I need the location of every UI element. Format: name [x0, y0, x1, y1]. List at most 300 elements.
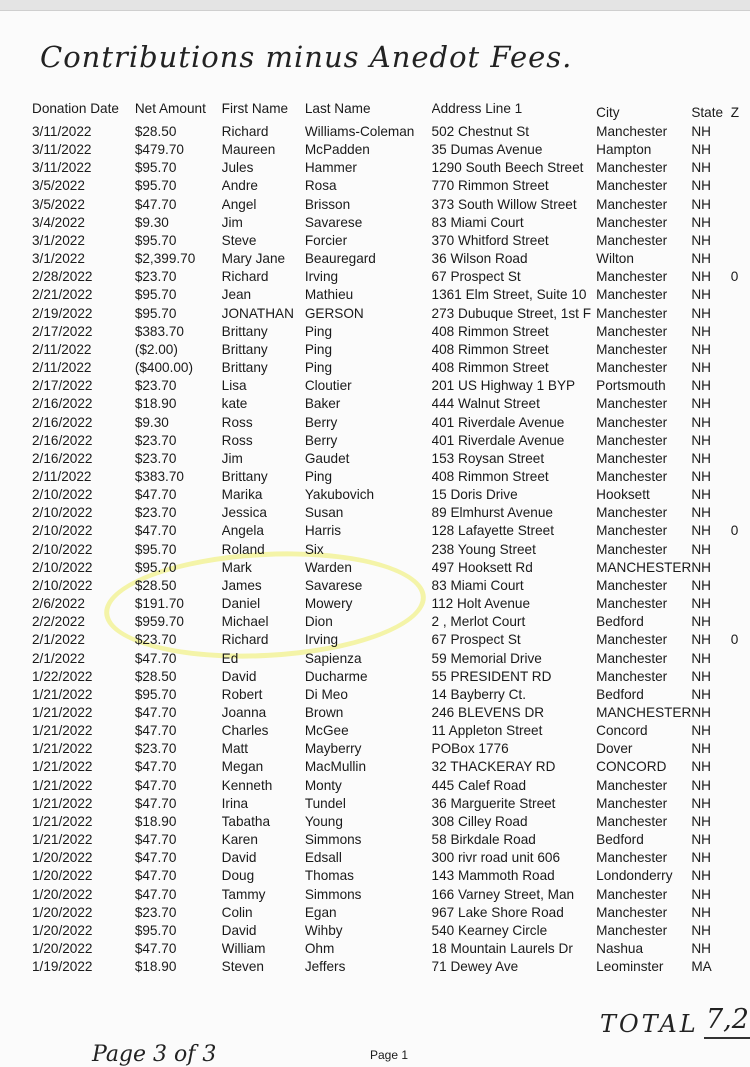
- date-cell: 1/22/2022: [32, 668, 93, 684]
- table-row: [32, 414, 750, 432]
- amount-cell: $191.70: [134, 596, 184, 612]
- table-row: [32, 232, 750, 250]
- first-name-cell: Jules: [221, 160, 254, 176]
- state-cell: NH: [691, 287, 711, 303]
- last-name-cell: Mowery: [304, 596, 353, 612]
- address-cell: 36 Wilson Road: [431, 251, 528, 267]
- date-cell: 2/6/2022: [32, 596, 85, 612]
- state-cell: NH: [691, 705, 711, 720]
- address-cell: 408 Rimmon Street: [431, 341, 549, 357]
- last-name-cell: Cloutier: [304, 378, 352, 394]
- address-cell: 444 Walnut Street: [431, 396, 540, 412]
- table-row: [32, 849, 750, 867]
- city-cell: Manchester: [596, 668, 668, 684]
- address-cell: 89 Elmhurst Avenue: [431, 505, 553, 521]
- first-name-cell: Angel: [221, 196, 257, 212]
- city-cell: Manchester: [596, 305, 668, 321]
- date-cell: 2/10/2022: [32, 559, 93, 575]
- amount-cell: $95.70: [134, 305, 177, 321]
- table-row: [32, 813, 750, 831]
- table-row: [32, 613, 750, 631]
- zip-cell: [731, 722, 750, 740]
- first-name-cell: Tabatha: [221, 813, 271, 829]
- address-cell: 36 Marguerite Street: [431, 795, 556, 811]
- city-cell: Manchester: [596, 396, 668, 412]
- address-cell: POBox 1776: [431, 741, 509, 757]
- city-cell: Manchester: [596, 922, 668, 938]
- zip-cell: [731, 650, 750, 668]
- zip-cell: [731, 486, 750, 504]
- date-cell: 1/21/2022: [32, 813, 93, 829]
- last-name-cell: Mayberry: [304, 741, 362, 757]
- date-cell: 3/4/2022: [32, 214, 85, 230]
- last-name-cell: Susan: [304, 505, 344, 521]
- city-cell: Wilton: [596, 251, 634, 267]
- address-cell: 143 Mammoth Road: [431, 868, 555, 884]
- amount-cell: $95.70: [134, 922, 177, 938]
- state-cell: NH: [691, 341, 711, 357]
- city-cell: Bedford: [596, 614, 644, 630]
- date-cell: 1/21/2022: [32, 686, 93, 702]
- first-name-cell: Jim: [221, 214, 243, 230]
- zip-cell: [731, 141, 750, 159]
- state-cell: MA: [691, 959, 712, 975]
- city-cell: Manchester: [596, 160, 668, 176]
- state-cell: NH: [691, 396, 711, 412]
- last-name-cell: Beauregard: [304, 251, 376, 267]
- amount-cell: $47.70: [134, 759, 177, 775]
- last-name-cell: Simmons: [304, 832, 362, 848]
- state-cell: NH: [691, 868, 711, 884]
- state-cell: NH: [691, 523, 711, 539]
- first-name-cell: Irina: [221, 795, 249, 811]
- city-cell: Manchester: [596, 468, 668, 484]
- address-cell: 153 Roysan Street: [431, 450, 545, 466]
- table-row: [32, 541, 750, 559]
- last-name-cell: Yakubovich: [304, 487, 375, 503]
- zip-cell: [731, 232, 750, 250]
- first-name-cell: Ross: [221, 414, 253, 430]
- amount-cell: $47.70: [134, 795, 177, 811]
- amount-cell: $47.70: [134, 650, 177, 666]
- last-name-cell: Mathieu: [304, 287, 354, 303]
- first-name-cell: Steven: [221, 959, 264, 975]
- table-row: [32, 522, 750, 540]
- table-row: [32, 831, 750, 849]
- state-cell: NH: [691, 487, 711, 503]
- city-cell: Manchester: [596, 886, 668, 902]
- zip-cell: [731, 613, 750, 631]
- amount-cell: $28.50: [134, 668, 177, 684]
- date-cell: 2/19/2022: [32, 305, 93, 321]
- address-cell: 83 Miami Court: [431, 577, 524, 593]
- city-cell: Manchester: [596, 232, 668, 248]
- last-name-cell: Jeffers: [304, 959, 346, 975]
- zip-cell: [731, 196, 750, 214]
- amount-cell: $47.70: [134, 941, 177, 957]
- state-cell: NH: [691, 232, 711, 248]
- last-name-cell: Ping: [304, 468, 333, 484]
- zip-cell: [731, 758, 750, 776]
- zip-cell: [731, 250, 750, 268]
- state-cell: NH: [691, 577, 711, 593]
- first-name-cell: David: [221, 668, 257, 684]
- amount-cell: $47.70: [134, 832, 177, 848]
- last-name-cell: Ping: [304, 323, 333, 339]
- last-name-cell: GERSON: [304, 305, 364, 321]
- city-cell: Dover: [596, 741, 633, 757]
- zip-cell: [731, 831, 750, 849]
- table-header: [32, 100, 750, 123]
- table-row: [32, 323, 750, 341]
- date-cell: 1/19/2022: [32, 959, 93, 975]
- city-cell: Manchester: [596, 577, 668, 593]
- date-cell: 2/10/2022: [32, 541, 93, 557]
- state-cell: NH: [691, 269, 711, 285]
- first-name-cell: Megan: [221, 759, 264, 775]
- address-cell: 67 Prospect St: [431, 269, 521, 285]
- last-name-cell: Brisson: [304, 196, 351, 212]
- city-cell: Manchester: [596, 287, 668, 303]
- city-cell: Manchester: [596, 523, 668, 539]
- table-row: [32, 341, 750, 359]
- zip-cell: [731, 595, 750, 613]
- amount-cell: $47.70: [134, 850, 177, 866]
- city-cell: Manchester: [596, 596, 668, 612]
- state-cell: NH: [691, 305, 711, 321]
- address-cell: 401 Riverdale Avenue: [431, 414, 565, 430]
- column-header-last-name: Last Name: [304, 101, 371, 116]
- address-cell: 373 South Willow Street: [431, 196, 577, 212]
- amount-cell: $23.70: [134, 378, 177, 394]
- donations-table: [32, 100, 750, 976]
- table-row: [32, 141, 750, 159]
- address-cell: 15 Doris Drive: [431, 487, 518, 503]
- table-row: [32, 450, 750, 468]
- handwritten-title: Contributions minus Anedot Fees.: [40, 40, 573, 74]
- state-cell: NH: [691, 614, 711, 630]
- address-cell: 201 US Highway 1 BYP: [431, 378, 576, 394]
- city-cell: Hampton: [596, 142, 652, 158]
- table-row: [32, 250, 750, 268]
- address-cell: 71 Dewey Ave: [431, 959, 519, 975]
- address-cell: 308 Cilley Road: [431, 813, 528, 829]
- date-cell: 1/20/2022: [32, 922, 93, 938]
- state-cell: NH: [691, 414, 711, 430]
- date-cell: 2/2/2022: [32, 614, 85, 630]
- first-name-cell: Richard: [221, 632, 269, 648]
- table-row: [32, 486, 750, 504]
- date-cell: 3/5/2022: [32, 196, 85, 212]
- table-row: [32, 159, 750, 177]
- last-name-cell: Di Meo: [304, 686, 348, 702]
- address-cell: 14 Bayberry Ct.: [431, 686, 526, 702]
- first-name-cell: Brittany: [221, 468, 268, 484]
- table-row: [32, 504, 750, 522]
- last-name-cell: Hammer: [304, 160, 357, 176]
- date-cell: 2/16/2022: [32, 450, 93, 466]
- amount-cell: $23.70: [134, 632, 177, 648]
- first-name-cell: Maureen: [221, 142, 276, 158]
- date-cell: 2/17/2022: [32, 323, 93, 339]
- zip-cell: [731, 359, 750, 377]
- last-name-cell: Brown: [304, 705, 344, 720]
- zip-cell: [731, 886, 750, 904]
- table-row: [32, 359, 750, 377]
- city-cell: Nashua: [596, 941, 644, 957]
- zip-cell: [731, 849, 750, 867]
- zip-cell: [731, 922, 750, 940]
- first-name-cell: Doug: [221, 868, 255, 884]
- amount-cell: ($400.00): [134, 360, 194, 376]
- amount-cell: $95.70: [134, 178, 177, 194]
- last-name-cell: Thomas: [304, 868, 354, 884]
- city-cell: CONCORD: [596, 759, 667, 775]
- first-name-cell: Michael: [221, 614, 269, 630]
- first-name-cell: David: [221, 850, 257, 866]
- table-row: [32, 631, 750, 649]
- state-cell: NH: [691, 505, 711, 521]
- state-cell: NH: [691, 650, 711, 666]
- address-cell: 408 Rimmon Street: [431, 360, 549, 376]
- state-cell: NH: [691, 813, 711, 829]
- city-cell: Manchester: [596, 505, 668, 521]
- date-cell: 2/11/2022: [32, 360, 92, 376]
- address-cell: 18 Mountain Laurels Dr: [431, 941, 573, 957]
- page-footer: Page 1: [370, 1048, 409, 1062]
- state-cell: NH: [691, 214, 711, 230]
- state-cell: NH: [691, 632, 711, 648]
- state-cell: NH: [691, 450, 711, 466]
- state-cell: NH: [691, 922, 711, 938]
- first-name-cell: James: [221, 577, 262, 593]
- address-cell: 58 Birkdale Road: [431, 832, 536, 848]
- zip-cell: [731, 323, 750, 341]
- amount-cell: $95.70: [134, 559, 177, 575]
- first-name-cell: Marika: [221, 487, 263, 503]
- column-header-first-name: First Name: [221, 101, 289, 116]
- table-row: [32, 377, 750, 395]
- last-name-cell: Ping: [304, 341, 333, 357]
- amount-cell: $47.70: [134, 777, 177, 793]
- zip-cell: 0: [730, 523, 739, 539]
- address-cell: 370 Whitford Street: [431, 232, 549, 248]
- address-cell: 408 Rimmon Street: [431, 468, 549, 484]
- zip-cell: [731, 504, 750, 522]
- window-top-bar: [0, 0, 750, 10]
- total-value: 7,2: [706, 1004, 749, 1035]
- first-name-cell: Colin: [221, 904, 253, 920]
- amount-cell: $47.70: [134, 868, 177, 884]
- state-cell: NH: [691, 741, 711, 757]
- city-cell: Manchester: [596, 632, 668, 648]
- state-cell: NH: [691, 559, 711, 575]
- date-cell: 1/21/2022: [32, 759, 93, 775]
- amount-cell: $23.70: [134, 904, 177, 920]
- first-name-cell: Brittany: [221, 323, 268, 339]
- first-name-cell: Roland: [221, 541, 265, 557]
- state-cell: NH: [691, 886, 711, 902]
- amount-cell: $47.70: [134, 705, 177, 720]
- last-name-cell: Tundel: [304, 795, 346, 811]
- date-cell: 2/10/2022: [32, 523, 93, 539]
- zip-cell: [731, 704, 750, 722]
- first-name-cell: Lisa: [221, 378, 247, 394]
- amount-cell: $383.70: [134, 468, 184, 484]
- zip-cell: [731, 450, 750, 468]
- zip-cell: [731, 795, 750, 813]
- table-row: [32, 886, 750, 904]
- table-row: [32, 196, 750, 214]
- date-cell: 1/20/2022: [32, 904, 93, 920]
- zip-cell: [731, 377, 750, 395]
- first-name-cell: Tammy: [221, 886, 266, 902]
- table-row: [32, 468, 750, 486]
- date-cell: 2/16/2022: [32, 396, 93, 412]
- state-cell: NH: [691, 468, 711, 484]
- address-cell: 128 Lafayette Street: [431, 523, 554, 539]
- date-cell: 3/5/2022: [32, 178, 85, 194]
- amount-cell: $23.70: [134, 505, 177, 521]
- city-cell: Leominster: [596, 959, 664, 975]
- amount-cell: $95.70: [134, 232, 177, 248]
- address-cell: 32 THACKERAY RD: [431, 759, 556, 775]
- state-cell: NH: [691, 759, 711, 775]
- table-row: [32, 559, 750, 577]
- first-name-cell: David: [221, 922, 257, 938]
- city-cell: Portsmouth: [596, 378, 666, 394]
- address-cell: 238 Young Street: [431, 541, 536, 557]
- date-cell: 2/21/2022: [32, 287, 93, 303]
- last-name-cell: Six: [304, 541, 324, 557]
- table-row: [32, 758, 750, 776]
- table-row: [32, 595, 750, 613]
- city-cell: Bedford: [596, 686, 644, 702]
- last-name-cell: Dion: [304, 614, 333, 630]
- column-header-zip: Z: [730, 105, 740, 120]
- date-cell: 3/11/2022: [32, 160, 92, 176]
- zip-cell: [731, 740, 750, 758]
- first-name-cell: Daniel: [221, 596, 261, 612]
- state-cell: NH: [691, 360, 711, 376]
- last-name-cell: Ping: [304, 360, 333, 376]
- zip-cell: [731, 286, 750, 304]
- address-cell: 1290 South Beech Street: [431, 160, 584, 176]
- first-name-cell: Richard: [221, 269, 269, 285]
- amount-cell: $47.70: [134, 196, 177, 212]
- date-cell: 3/1/2022: [32, 232, 85, 248]
- table-row: [32, 704, 750, 722]
- date-cell: 2/11/2022: [32, 341, 92, 357]
- address-cell: 497 Hooksett Rd: [431, 559, 533, 575]
- table-row: [32, 668, 750, 686]
- last-name-cell: Harris: [304, 523, 342, 539]
- state-cell: NH: [691, 378, 711, 394]
- address-cell: 59 Memorial Drive: [431, 650, 542, 666]
- table-row: [32, 123, 750, 141]
- amount-cell: $18.90: [134, 813, 177, 829]
- first-name-cell: Charles: [221, 723, 269, 739]
- amount-cell: $95.70: [134, 541, 177, 557]
- zip-cell: [731, 468, 750, 486]
- last-name-cell: Berry: [304, 432, 338, 448]
- table-row: [32, 922, 750, 940]
- column-header-donation-date: Donation Date: [32, 101, 119, 116]
- first-name-cell: JONATHAN: [221, 305, 294, 321]
- table-row: [32, 286, 750, 304]
- amount-cell: $9.30: [134, 214, 169, 230]
- amount-cell: $28.50: [134, 577, 177, 593]
- address-cell: 300 rivr road unit 606: [431, 850, 561, 866]
- address-cell: 112 Holt Avenue: [431, 596, 531, 612]
- date-cell: 2/16/2022: [32, 414, 93, 430]
- date-cell: 2/10/2022: [32, 487, 93, 503]
- last-name-cell: MacMullin: [304, 759, 367, 775]
- last-name-cell: Monty: [304, 777, 342, 793]
- last-name-cell: Ohm: [304, 941, 335, 957]
- column-header-city: City: [596, 105, 620, 120]
- last-name-cell: Simmons: [304, 886, 362, 902]
- amount-cell: $23.70: [134, 269, 177, 285]
- state-cell: NH: [691, 596, 711, 612]
- amount-cell: $23.70: [134, 741, 177, 757]
- city-cell: Manchester: [596, 432, 668, 448]
- address-cell: 273 Dubuque Street, 1st F: [431, 305, 591, 321]
- first-name-cell: Brittany: [221, 341, 268, 357]
- city-cell: Manchester: [596, 124, 668, 139]
- column-header-address: Address Line 1: [431, 101, 523, 116]
- table-row: [32, 940, 750, 958]
- date-cell: 1/20/2022: [32, 886, 93, 902]
- last-name-cell: Egan: [304, 904, 337, 920]
- city-cell: Manchester: [596, 414, 668, 430]
- date-cell: 1/20/2022: [32, 850, 93, 866]
- handwritten-page-note: Page 3 of 3: [92, 1042, 217, 1067]
- last-name-cell: Wihby: [304, 922, 343, 938]
- first-name-cell: Kenneth: [221, 777, 273, 793]
- table-row: [32, 650, 750, 668]
- table-row: [32, 740, 750, 758]
- zip-cell: [731, 777, 750, 795]
- table-row: [32, 395, 750, 413]
- amount-cell: $28.50: [134, 124, 177, 139]
- date-cell: 2/10/2022: [32, 577, 93, 593]
- last-name-cell: Ducharme: [304, 668, 368, 684]
- last-name-cell: Forcier: [304, 232, 348, 248]
- state-cell: NH: [691, 668, 711, 684]
- first-name-cell: William: [221, 941, 266, 957]
- last-name-cell: Young: [304, 813, 343, 829]
- address-cell: 11 Appleton Street: [431, 723, 543, 739]
- zip-cell: [731, 123, 750, 141]
- first-name-cell: Brittany: [221, 360, 268, 376]
- city-cell: Manchester: [596, 904, 668, 920]
- state-cell: NH: [691, 142, 711, 158]
- first-name-cell: Steve: [221, 232, 257, 248]
- zip-cell: [731, 414, 750, 432]
- address-cell: 502 Chestnut St: [431, 124, 530, 139]
- last-name-cell: McPadden: [304, 142, 370, 158]
- date-cell: 2/17/2022: [32, 378, 93, 394]
- state-cell: NH: [691, 251, 711, 267]
- address-cell: 166 Varney Street, Man: [431, 886, 575, 902]
- city-cell: Manchester: [596, 214, 668, 230]
- table-body: [32, 123, 750, 976]
- city-cell: Manchester: [596, 269, 668, 285]
- first-name-cell: Karen: [221, 832, 258, 848]
- first-name-cell: Ross: [221, 432, 253, 448]
- date-cell: 1/20/2022: [32, 868, 93, 884]
